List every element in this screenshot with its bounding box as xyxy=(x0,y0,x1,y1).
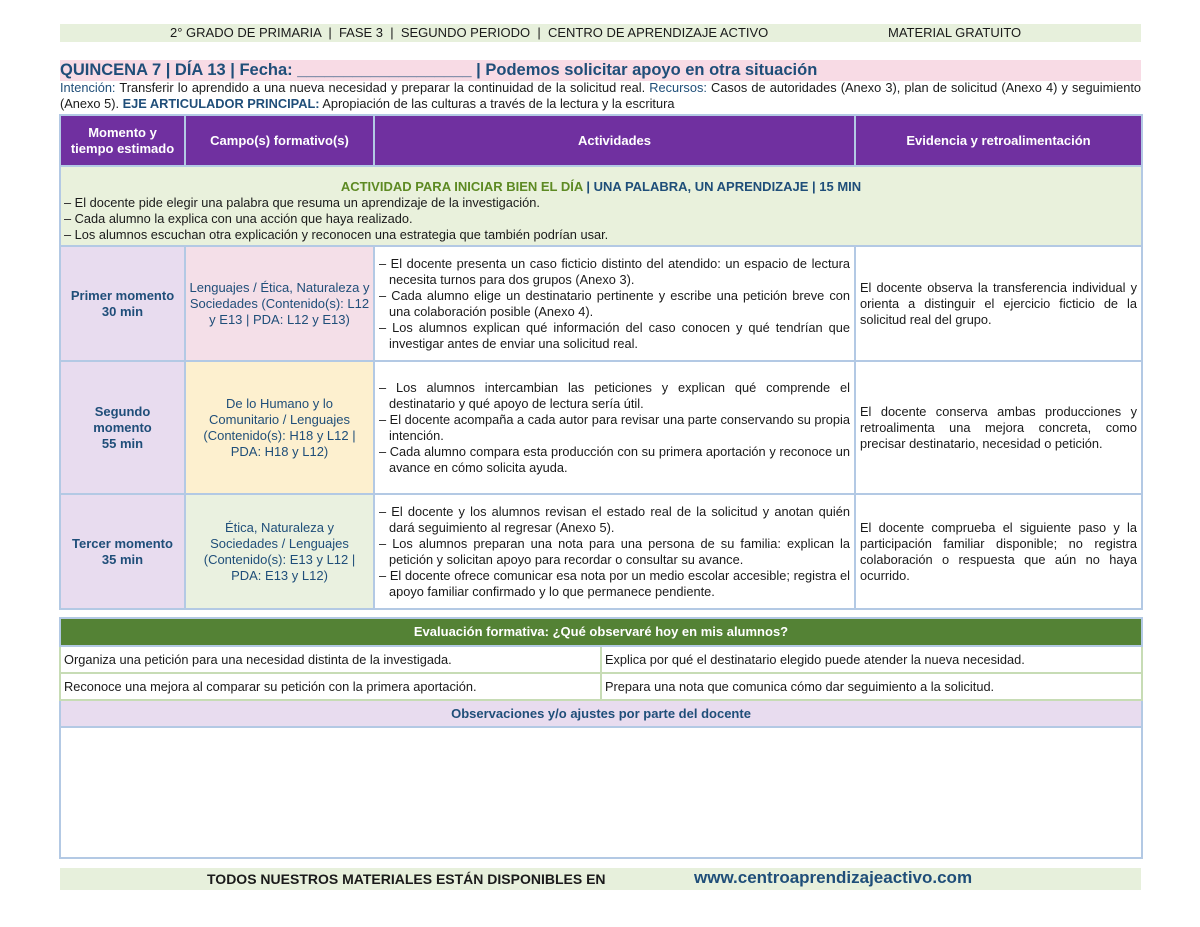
start-title-green: ACTIVIDAD PARA INICIAR BIEN EL DÍA xyxy=(340,179,583,194)
list-item: – Cada alumno compara esta producción con su primera aportación y reconoce un avance en cómo solicita ayuda. xyxy=(379,443,850,475)
list-item: – Los alumnos preparan una nota para una persona de su familia: explican la petición y solicitan apoyo para recordar o consultar su avance. xyxy=(379,535,850,567)
start-activity-list xyxy=(64,195,1141,243)
activity-table xyxy=(59,114,1143,610)
resources-label: Recursos: xyxy=(649,80,707,95)
evidence-cell: El docente observa la transferencia individual y orienta a distinguir el ejercicio ficticio de la solicitud real del grupo. xyxy=(855,246,1142,361)
table-row xyxy=(60,246,1142,361)
col-header-activities: Actividades xyxy=(374,115,855,166)
header-info: 2° GRADO DE PRIMARIA | FASE 3 | SEGUNDO PERIODO | CENTRO DE APRENDIZAJE ACTIVO xyxy=(170,25,769,40)
col-header-evidence: Evidencia y retroalimentación xyxy=(855,115,1142,166)
moment-time: 35 min xyxy=(101,551,144,567)
col-header-moment: Momento y tiempo estimado xyxy=(60,115,185,166)
activities-cell xyxy=(374,494,855,609)
moment-time: 55 min xyxy=(101,435,144,451)
activities-cell xyxy=(374,361,855,494)
footer-text: TODOS NUESTROS MATERIALES ESTÁN DISPONIBLES EN xyxy=(207,871,606,887)
evidence-cell: El docente comprueba el siguiente paso y la participación familiar disponible; no registra colaboración o respuesta que aún no haya ocurrido. xyxy=(855,494,1142,609)
campo-cell: De lo Humano y lo Comunitario / Lenguajes (Contenido(s): H18 y L12 | PDA: H18 y L12) xyxy=(185,361,374,494)
evaluation-table xyxy=(59,617,1143,859)
list-item: – El docente pide elegir una palabra que resuma un aprendizaje de la investigación. xyxy=(64,195,540,210)
evaluation-item: Prepara una nota que comunica cómo dar seguimiento a la solicitud. xyxy=(601,673,1142,700)
table-row xyxy=(60,673,1142,700)
list-item: – Los alumnos explican qué información del caso conocen y qué tendrían que investigar antes de enviar una solicitud real. xyxy=(379,319,850,351)
footer-link[interactable]: www.centroaprendizajeactivo.com xyxy=(694,868,973,887)
table-row xyxy=(60,646,1142,673)
list-item: – El docente y los alumnos revisan el estado real de la solicitud y anotan quién dará seguimiento al regresar (Anexo 5). xyxy=(379,503,850,535)
moment-label: Tercer momento xyxy=(72,535,173,551)
start-activity-cell xyxy=(60,166,1142,246)
moment-label: Segundo momento xyxy=(93,403,152,435)
start-title-blue: | UNA PALABRA, UN APRENDIZAJE | 15 MIN xyxy=(582,179,862,194)
moment-time: 30 min xyxy=(101,303,144,319)
campo-cell: Lenguajes / Ética, Naturaleza y Sociedades (Contenido(s): L12 y E13 | PDA: L12 y E13) xyxy=(185,246,374,361)
start-activity-row xyxy=(60,166,1142,246)
activities-cell xyxy=(374,246,855,361)
intent-text: Transferir lo aprendido a una nueva necesidad y preparar la continuidad de la solicitud real. xyxy=(115,80,650,95)
list-item: – Cada alumno la explica con una acción que haya realizado. xyxy=(64,211,413,226)
campo-cell: Ética, Naturaleza y Sociedades / Lenguajes (Contenido(s): E13 y L12 | PDA: E13 y L12) xyxy=(185,494,374,609)
table-row xyxy=(60,361,1142,494)
header-bar xyxy=(60,24,1141,42)
moment-label: Primer momento xyxy=(70,287,175,303)
intent-paragraph xyxy=(60,80,1141,112)
evaluation-item: Explica por qué el destinatario elegido puede atender la nueva necesidad. xyxy=(601,646,1142,673)
page-title: QUINCENA 7 | DÍA 13 | Fecha: ___________________ | Podemos solicitar apoyo en otra situación xyxy=(60,61,818,79)
start-activity-title xyxy=(61,179,1141,195)
moment-cell xyxy=(60,494,185,609)
list-item: – El docente acompaña a cada autor para revisar una parte conservando su propia intención. xyxy=(379,411,850,443)
observations-area[interactable] xyxy=(60,727,1142,858)
moment-cell xyxy=(60,361,185,494)
list-item: – Los alumnos intercambian las peticiones y explican qué comprende el destinatario y qué apoyo de lectura sería útil. xyxy=(379,379,850,411)
axis-label: EJE ARTICULADOR PRINCIPAL: xyxy=(122,96,320,111)
list-item: – El docente presenta un caso ficticio distinto del atendido: un espacio de lectura necesita turnos para dos grupos (Anexo 3). xyxy=(379,255,850,287)
moment-cell xyxy=(60,246,185,361)
table-row xyxy=(60,494,1142,609)
evaluation-title: Evaluación formativa: ¿Qué observaré hoy en mis alumnos? xyxy=(60,618,1142,646)
evaluation-item: Organiza una petición para una necesidad distinta de la investigada. xyxy=(60,646,601,673)
table-header-row xyxy=(60,115,1142,166)
evaluation-item: Reconoce una mejora al comparar su petición con la primera aportación. xyxy=(60,673,601,700)
col-header-campo: Campo(s) formativo(s) xyxy=(185,115,374,166)
resources-text: Casos de autoridades (Anexo 3), plan de solicitud (Anexo 4) y seguimiento (Anexo 5). xyxy=(60,80,1142,111)
list-item: – Cada alumno elige un destinatario pertinente y escribe una petición breve con una colaboración posible (Anexo 4). xyxy=(379,287,850,319)
intent-label: Intención: xyxy=(60,80,116,95)
header-free-label: MATERIAL GRATUITO xyxy=(888,25,1022,40)
list-item: – El docente ofrece comunicar esa nota por un medio escolar accesible; registra el apoyo familiar confirmado y lo que permanece pendiente. xyxy=(379,567,850,599)
list-item: – Los alumnos escuchan otra explicación y reconocen una estrategia que también podrían usar. xyxy=(64,227,609,242)
evidence-cell: El docente conserva ambas producciones y retroalimenta una mejora concreta, como precisar destinatario, necesidad o petición. xyxy=(855,361,1142,494)
axis-text: Apropiación de las culturas a través de la lectura y la escritura xyxy=(319,96,675,111)
observations-title: Observaciones y/o ajustes por parte del docente xyxy=(60,700,1142,727)
